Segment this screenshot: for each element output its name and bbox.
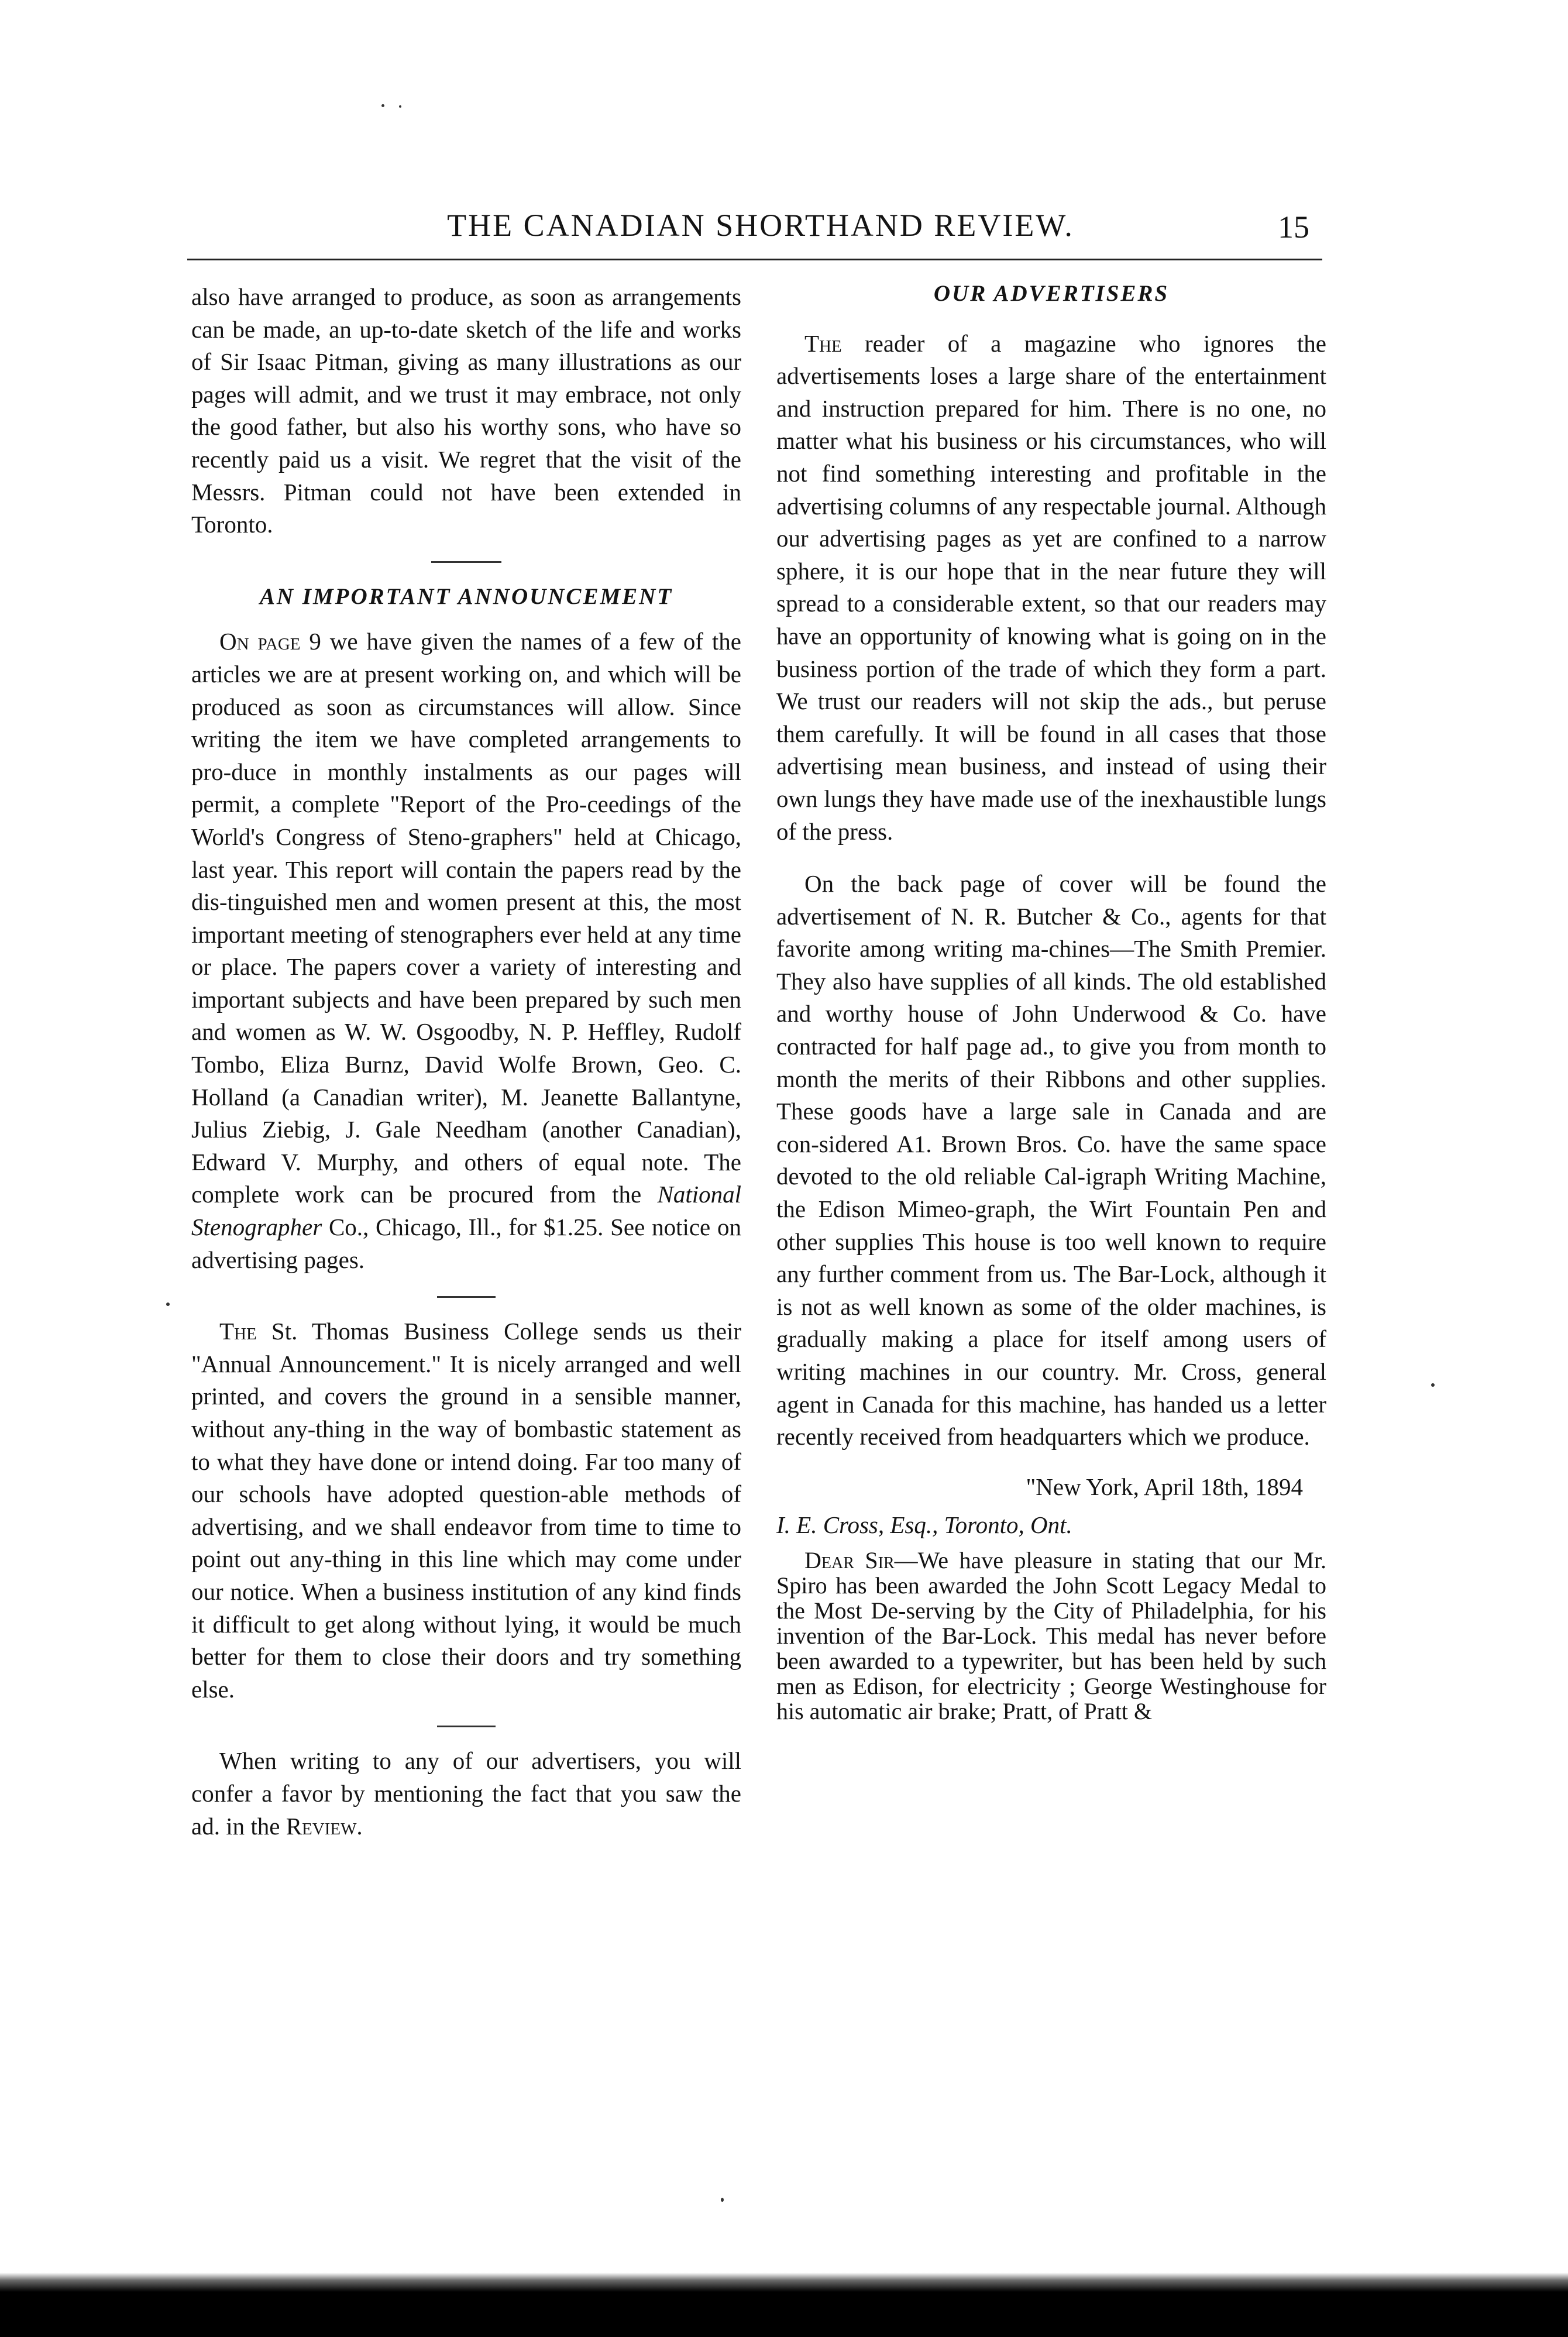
advertisers-body-1: reader of a magazine who ignores the advertisements loses a large share of the entertainment and instruction prepared for him. There is no one, no matter what his business or his circumstances, who will not find something interesting and profitable in the advertising columns of any respectable journal. Although our advertising pages as yet are confined to a narrow sphere, it is our hope that in the near future they will spread to a considerable extent, so that our readers may have an opportunity of knowing what is going on in the business portion of the trade of which they form a part. We trust our readers will not skip the ads., but peruse them carefully. It will be found in all cases that those advertising mean business, and instead of using their own lungs they have made use of the inexhaustible lungs of the press. bbox=[776, 329, 1326, 845]
page-header bbox=[187, 199, 1322, 263]
running-title: THE CANADIAN SHORTHAND REVIEW. bbox=[447, 208, 1074, 243]
announcement-body-1: 9 we have given the names of a few of the articles we are at present working on, and which will be produced as soon as circumstances will allow. Since writing the item we have completed arrangements to pro‑duce in monthly instalments as our pages will permit, a complete "Report of the Pro‑ceedings of the World's Congress of Steno‑graphers" held at Chicago, last year. This report will contain the papers read by the dis‑tinguished men and women present at this, the most important meeting of stenographers ever held at any time or place. The papers cover a variety of interesting and important subjects and have been prepared by such men and women as W. W. Osgoodby, N. P. Heffley, Rudolf Tombo, Eliza Burnz, David Wolfe Brown, Geo. C. Holland (a Canadian writer), M. Jeanette Ballantyne, Julius Ziebig, J. Gale Needham (another Canadian), Edward V. Murphy, and others of equal note. The complete work can be procured from the bbox=[191, 628, 741, 1208]
advertisers-paragraph-2: On the back page of cover will be found the advertisement of N. R. Butcher & Co., agents for that favorite among writing ma‑chines—The Smith Premier. They also have supplies of all kinds. The old established and worthy house of John Underwood & Co. have contracted for half page ad., to give you from month to month the merits of their Ribbons and other supplies. These goods have a large sale in Canada and are con‑sidered A1. Brown Bros. Co. have the same space devoted to the old reliable Cal‑igraph Writing Machine, the Edison Mimeo‑graph, the Wirt Fountain Pen and other supplies This house is too well known to require any further comment from us. The Bar-Lock, although it is not as well known as some of the older machines, is gradually making a place for itself among users of writing machines in our country. Mr. Cross, general agent in Canada for this machine, has handed us a letter recently received from headquarters which we produce. bbox=[776, 870, 1326, 1451]
college-body: St. Thomas Business College sends us their "Annual Announcement." It is nicely arranged and well printed, and covers the ground in a sensible manner, without any‑thing in the way of bombastic statement as to what they have done or intend doing. Far too many of our schools have adopted question‑able methods of advertising, and we shall endeavor from time to time to point out any‑thing in this line which may come under our notice. When a business institution of any kind finds it difficult to get along without lying, it would be much better for them to close their doors and try something else. bbox=[191, 1318, 741, 1703]
closing-paragraph bbox=[191, 1745, 741, 1843]
announcement-body-2: Co., Chicago, Ill., for $1.25. See notice on advertising pages. bbox=[191, 1214, 741, 1273]
announcement-paragraph bbox=[191, 626, 741, 1276]
letter-body: —We have pleasure in stating that our Mr. Spiro has been awarded the John Scott Legacy Medal to the Most De‑serving by the City of Philadelphia, for his invention of the Bar-Lock. This medal has never before been awarded to a typewriter, but has been held by such men as Edison, for electricity ; George Westinghouse for his automatic air brake; Pratt, of Pratt & bbox=[776, 1546, 1326, 1724]
letter-salutation: Dear Sir bbox=[804, 1546, 895, 1573]
advertisers-paragraph-1 bbox=[776, 328, 1326, 848]
print-speck bbox=[399, 105, 401, 108]
section-separator bbox=[437, 1296, 496, 1298]
publication-title: National Stenographer bbox=[191, 1181, 741, 1241]
announcement-heading: AN IMPORTANT ANNOUNCEMENT bbox=[259, 583, 673, 609]
left-column bbox=[191, 281, 741, 1843]
scan-edge-band bbox=[0, 2273, 1568, 2337]
announcement-lead: On page bbox=[219, 628, 301, 655]
college-lead: The bbox=[219, 1318, 257, 1345]
advertisers-lead: The bbox=[804, 329, 842, 357]
closing-body: When writing to any of our advertisers, you will confer a favor by mentioning the fact that you saw the ad. in the bbox=[191, 1747, 741, 1840]
section-separator bbox=[431, 561, 501, 563]
page-number: 15 bbox=[1278, 209, 1309, 245]
right-column bbox=[776, 281, 1326, 1724]
review-name: Review. bbox=[286, 1812, 363, 1840]
section-separator bbox=[437, 1726, 496, 1727]
print-speck bbox=[381, 104, 384, 107]
letter-address: I. E. Cross, Esq., Toronto, Ont. bbox=[776, 1511, 1072, 1539]
header-rule bbox=[187, 259, 1322, 260]
print-speck bbox=[721, 2198, 724, 2202]
paragraph-gap bbox=[776, 848, 1326, 868]
print-speck bbox=[1431, 1383, 1435, 1387]
college-paragraph bbox=[191, 1315, 741, 1706]
letter-paragraph bbox=[776, 1548, 1326, 1724]
letter-date: "New York, April 18th, 1894 bbox=[1026, 1473, 1303, 1500]
advertisers-heading: OUR ADVERTISERS bbox=[933, 281, 1170, 306]
continued-paragraph: also have arranged to produce, as soon as arrangements can be made, an up-to-date sketch of the life and works of Sir Isaac Pitman, giving as many illustrations as our pages will admit, and we trust it may embrace, not only the good father, but also his worthy sons, who have so recently paid us a visit. We regret that the visit of the Messrs. Pitman could not have been extended in Toronto. bbox=[191, 283, 741, 538]
print-speck bbox=[166, 1302, 170, 1306]
